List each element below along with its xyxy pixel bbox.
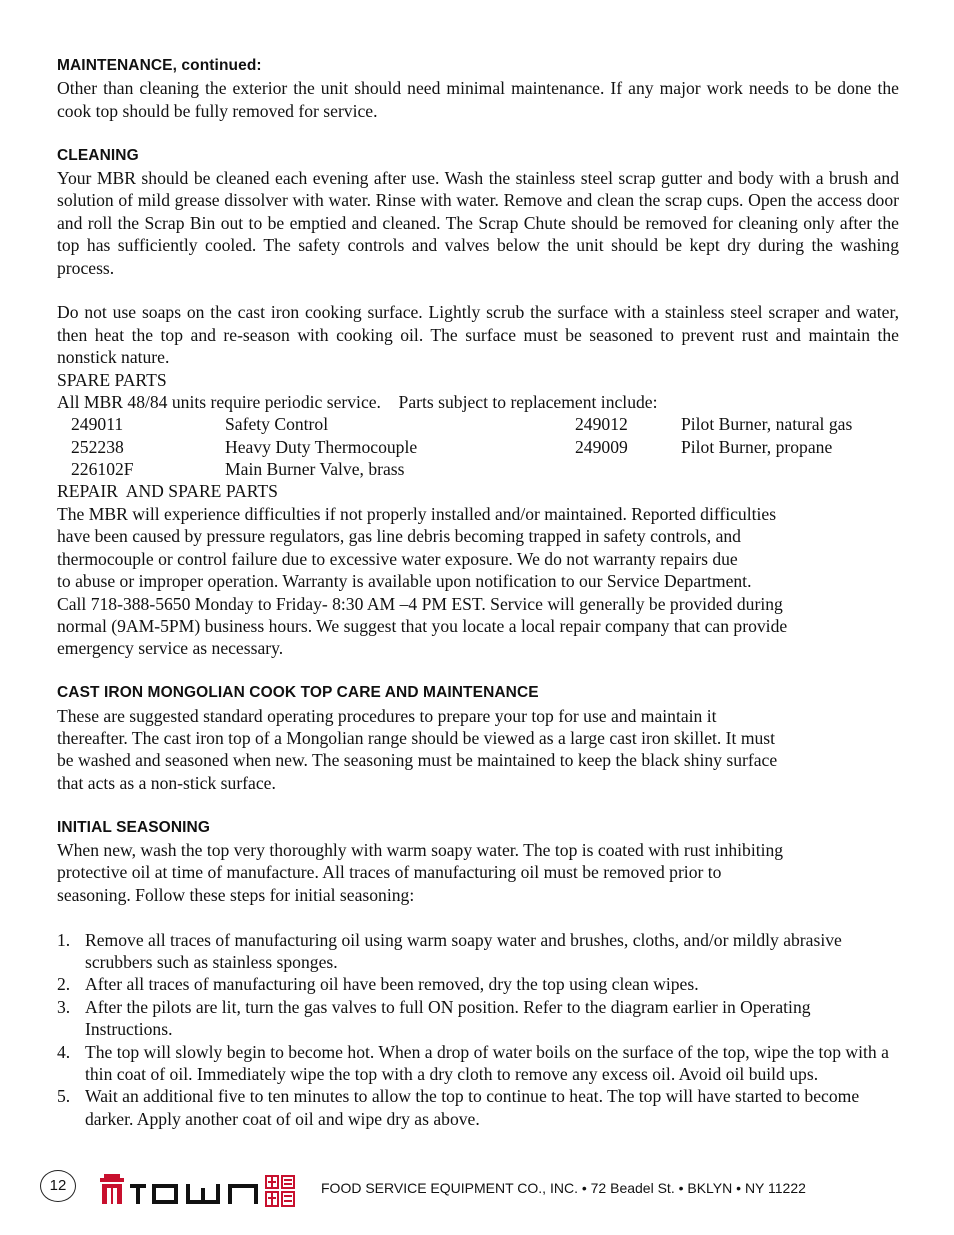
part-number: 249011 bbox=[71, 414, 124, 435]
step-number: 4. bbox=[57, 1041, 71, 1062]
page-footer bbox=[40, 1170, 940, 1210]
list-item bbox=[57, 973, 899, 995]
step-text: After the pilots are lit, turn the gas valves to full ON position. Refer to the diagram earlier in Operating Instructions. bbox=[85, 996, 811, 1040]
repair-line: thermocouple or control failure due to excessive water exposure. We do not warranty repairs due bbox=[57, 548, 738, 569]
parts-row bbox=[57, 458, 899, 480]
maintenance-text: Other than cleaning the exterior the unit should need minimal maintenance. If any major work needs to be done the cook top should be fully removed for service. bbox=[57, 78, 899, 121]
cast-iron-line: that acts as a non-stick surface. bbox=[57, 772, 276, 793]
parts-row bbox=[57, 436, 899, 458]
pagoda-icon bbox=[100, 1174, 124, 1204]
repair-heading: REPAIR AND SPARE PARTS bbox=[57, 481, 278, 502]
spare-parts-table bbox=[57, 413, 899, 480]
step-number: 5. bbox=[57, 1086, 71, 1107]
list-item bbox=[57, 996, 899, 1041]
part-description: Heavy Duty Thermocouple bbox=[225, 436, 418, 457]
step-text: After all traces of manufacturing oil have been removed, dry the top using clean wipes. bbox=[85, 974, 699, 995]
cast-iron-heading: CAST IRON MONGOLIAN COOK TOP CARE AND MAINTENANCE bbox=[57, 684, 539, 702]
town-logo bbox=[98, 1174, 318, 1208]
cast-iron-text bbox=[57, 705, 899, 795]
seasoning-steps bbox=[57, 929, 899, 1131]
part-description: Safety Control bbox=[225, 414, 329, 435]
spare-parts-heading: SPARE PARTS bbox=[57, 369, 167, 390]
step-text: The top will slowly begin to become hot. When a drop of water boils on the surface of the top, wipe the top with a thin coat of oil. Immediately wipe the top with a dry cloth to remove any excess oil. Avoid oil build ups. bbox=[85, 1041, 889, 1084]
part-description: Pilot Burner, natural gas bbox=[681, 414, 853, 435]
page-content bbox=[57, 55, 899, 1130]
repair-line: Call 718-388-5650 Monday to Friday- 8:30 AM –4 PM EST. Service will generally be provided during bbox=[57, 593, 783, 614]
spare-parts-intro: All MBR 48/84 units require periodic service. Parts subject to replacement include: bbox=[57, 392, 658, 413]
initial-seasoning-text bbox=[57, 839, 899, 906]
part-description: Pilot Burner, propane bbox=[681, 436, 833, 457]
part-number: 252238 bbox=[71, 436, 124, 457]
step-number: 1. bbox=[57, 929, 71, 950]
cleaning-paragraph-2: Do not use soaps on the cast iron cooking surface. Lightly scrub the surface with a stainless steel scraper and water, then heat the top and re-season with cooking oil. The surface must be seasoned to prevent rust and maintain the nonstick nature. bbox=[57, 302, 899, 368]
step-text: Wait an additional five to ten minutes to allow the top to continue to heat. The top will have started to become darker. Apply another coat of oil and wipe dry as above. bbox=[85, 1086, 860, 1129]
list-item bbox=[57, 929, 899, 974]
repair-line: normal (9AM-5PM) business hours. We suggest that you locate a local repair company that can provide bbox=[57, 615, 788, 636]
cleaning-heading: CLEANING bbox=[57, 146, 139, 164]
cast-iron-line: thereafter. The cast iron top of a Mongolian range should be viewed as a large cast iron skillet. It must bbox=[57, 727, 776, 748]
part-number: 226102F bbox=[71, 459, 134, 480]
step-text: Remove all traces of manufacturing oil using warm soapy water and brushes, cloths, and/or mildly abrasive scrubbers such as stainless sponges. bbox=[85, 929, 842, 972]
cast-iron-line: These are suggested standard operating procedures to prepare your top for use and maintain it bbox=[57, 705, 717, 726]
repair-line: to abuse or improper operation. Warranty is available upon notification to our Service Department. bbox=[57, 571, 752, 592]
town-wordmark bbox=[130, 1184, 258, 1204]
parts-row bbox=[57, 413, 899, 435]
maintenance-heading: MAINTENANCE, continued: bbox=[57, 57, 262, 74]
initial-line: When new, wash the top very thoroughly with warm soapy water. The top is coated with rust inhibiting bbox=[57, 839, 784, 860]
cleaning-paragraph-1: Your MBR should be cleaned each evening after use. Wash the stainless steel scrap gutter and body with a brush and solution of mild grease dissolver with water. Rinse with water. Remove and clean the scrap cups. Open the access door and roll the Scrap Bin out to be emptied and cleaned. The Scrap Chute should be removed for cleaning only after the top has sufficiently cooled. The safety controls and valves below the unit should be kept dry during the washing process. bbox=[57, 168, 899, 278]
page-number: 12 bbox=[40, 1170, 76, 1202]
part-description: Main Burner Valve, brass bbox=[225, 459, 405, 480]
list-item bbox=[57, 1085, 899, 1130]
cast-iron-line: be washed and seasoned when new. The seasoning must be maintained to keep the black shiny surface bbox=[57, 750, 778, 771]
repair-line: emergency service as necessary. bbox=[57, 638, 284, 659]
initial-seasoning-heading: INITIAL SEASONING bbox=[57, 818, 210, 836]
step-number: 2. bbox=[57, 974, 71, 995]
initial-line: protective oil at time of manufacture. All traces of manufacturing oil must be removed prior to bbox=[57, 862, 722, 883]
list-item bbox=[57, 1041, 899, 1086]
part-number: 249012 bbox=[575, 414, 628, 435]
repair-text bbox=[57, 503, 899, 660]
part-number: 249009 bbox=[575, 436, 628, 457]
chinese-characters-icon bbox=[266, 1176, 294, 1206]
repair-line: The MBR will experience difficulties if not properly installed and/or maintained. Reported difficulties bbox=[57, 503, 777, 524]
initial-line: seasoning. Follow these steps for initial seasoning: bbox=[57, 884, 415, 905]
step-number: 3. bbox=[57, 996, 71, 1017]
repair-line: have been caused by pressure regulators, gas line debris becoming trapped in safety controls, and bbox=[57, 526, 741, 547]
company-info: FOOD SERVICE EQUIPMENT CO., INC. • 72 Beadel St. • BKLYN • NY 11222 bbox=[321, 1180, 806, 1196]
